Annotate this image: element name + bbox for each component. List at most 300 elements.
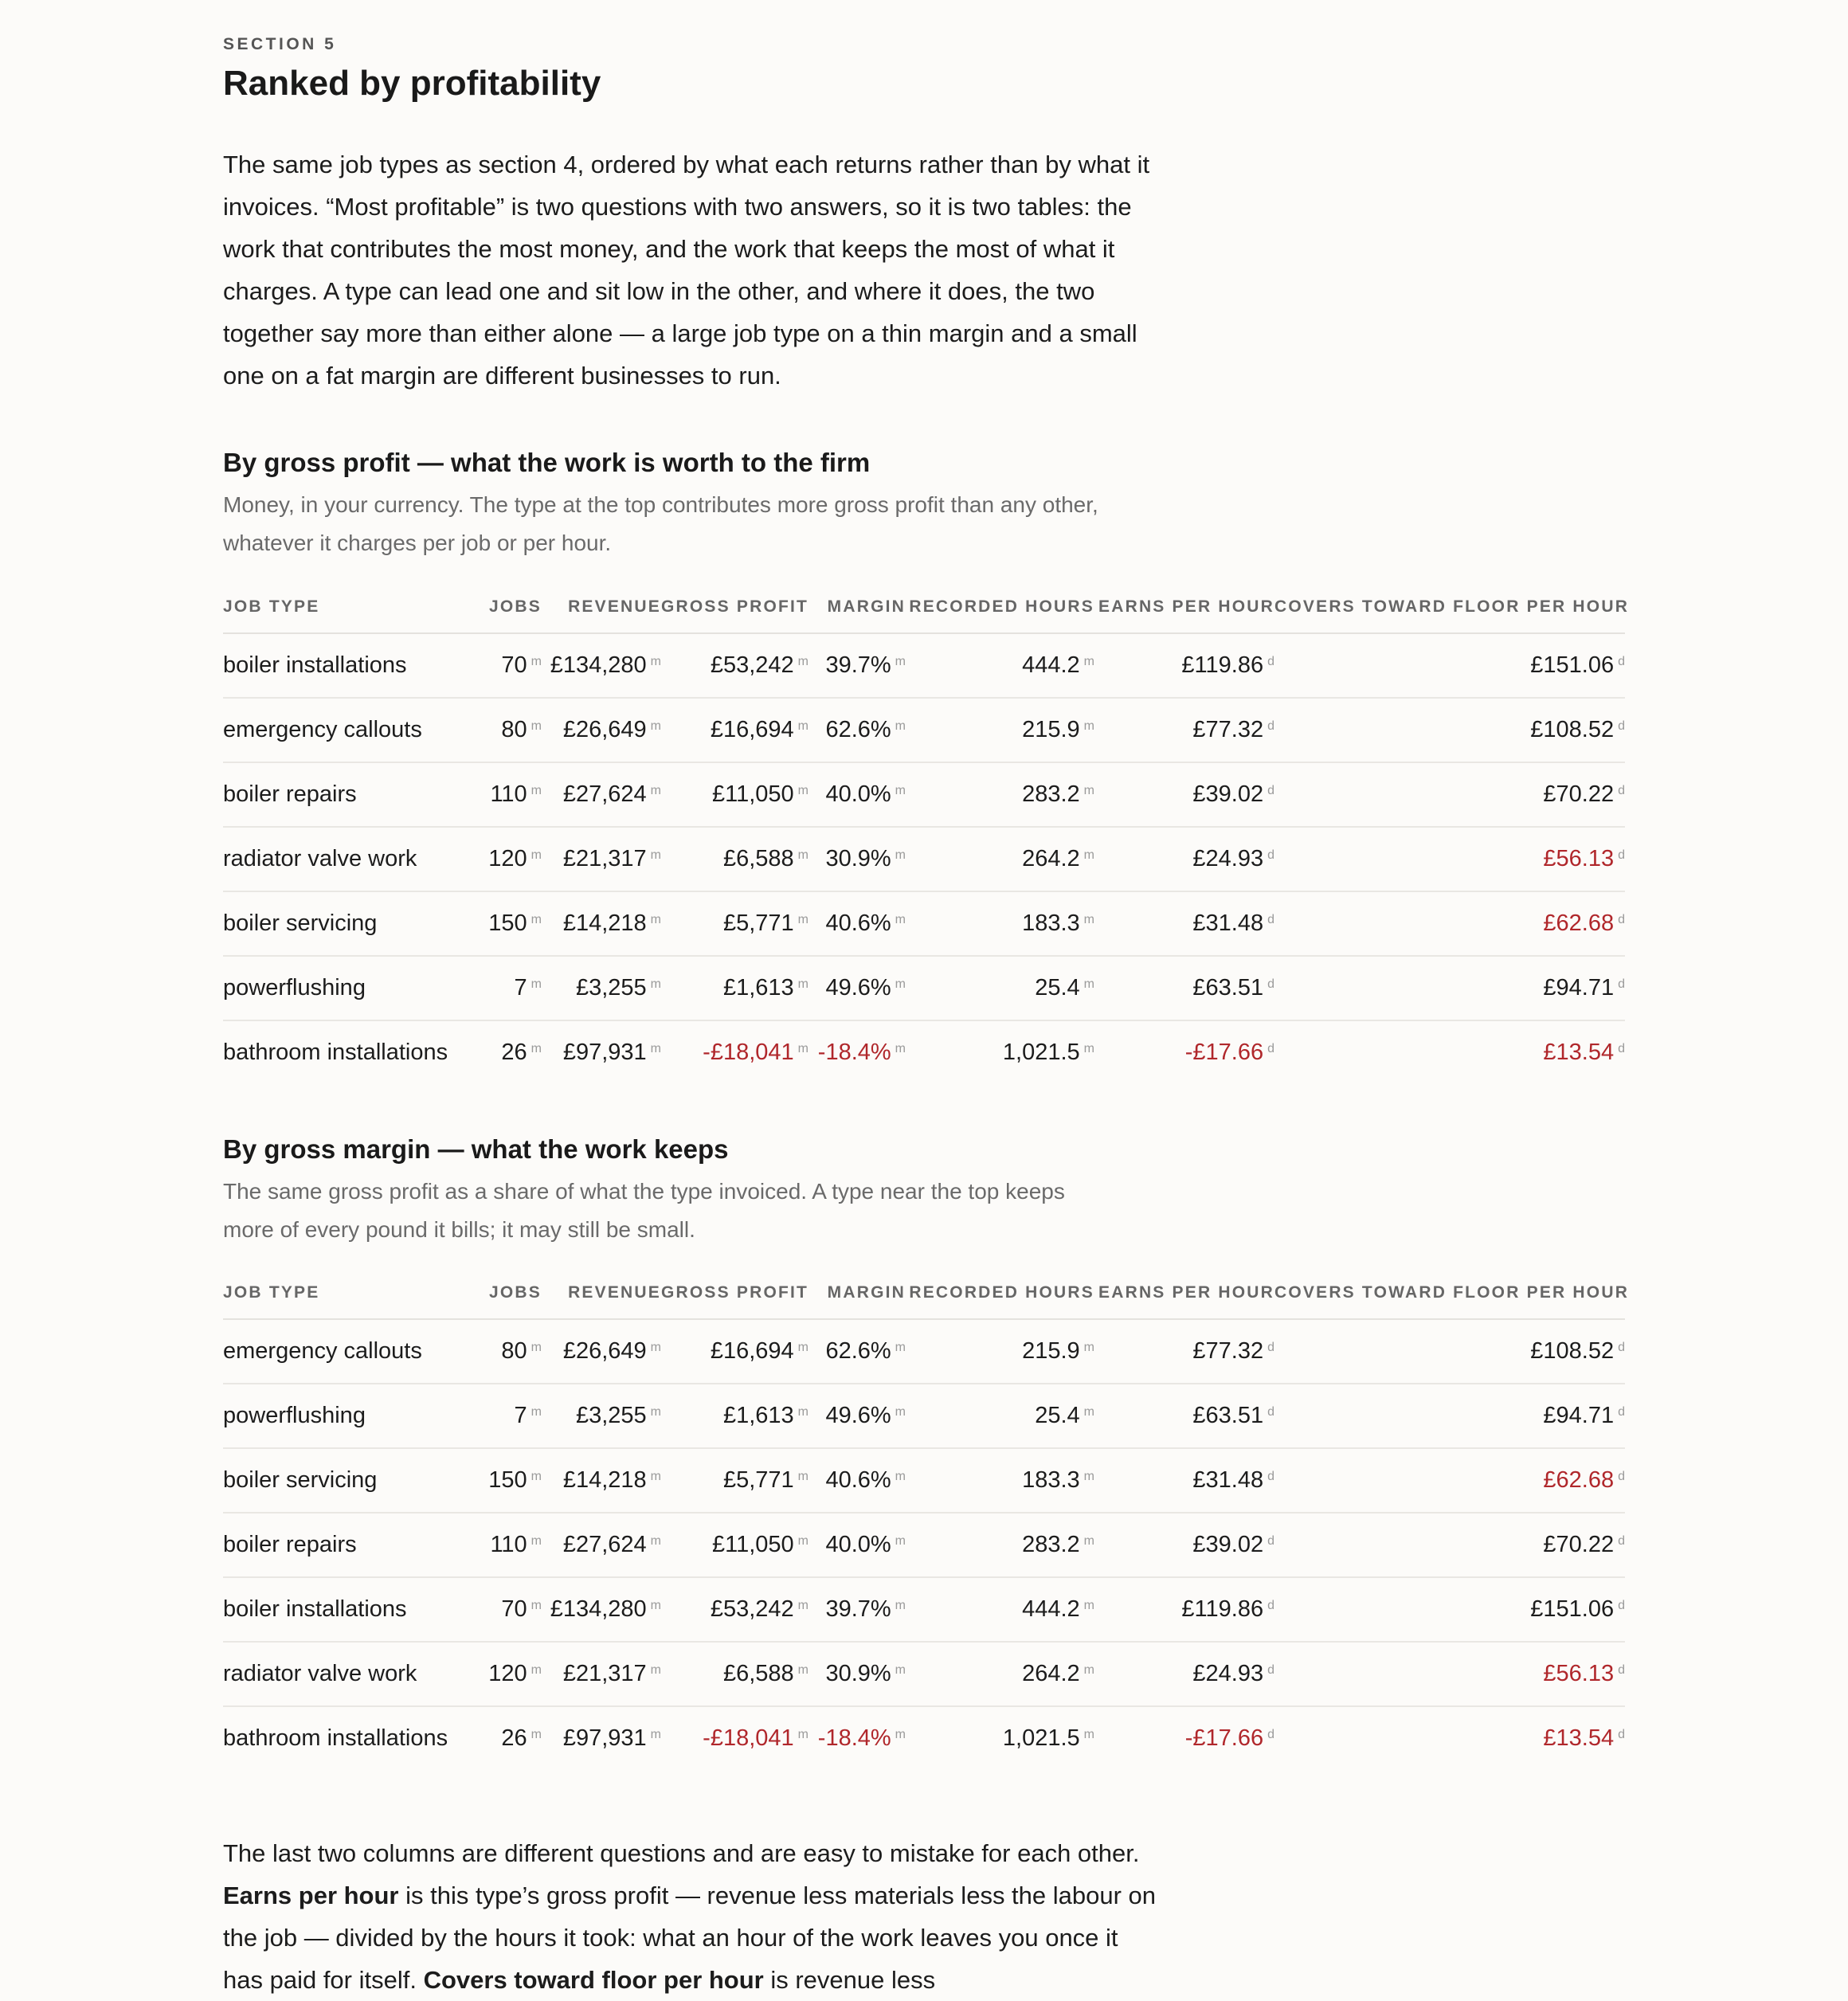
- cell-value: £5,771: [722, 1467, 794, 1493]
- revenue-cell: [542, 698, 661, 762]
- recorded-hours-cell: [906, 762, 1094, 827]
- revenue-cell: [542, 1642, 661, 1706]
- gross-profit-cell: [661, 762, 808, 827]
- recorded-hours-cell: [906, 1319, 1094, 1384]
- measured-mark: m: [531, 655, 542, 668]
- measured-mark: m: [797, 784, 808, 797]
- margin-cell: [808, 1513, 906, 1577]
- cell-value: £62.68: [1543, 910, 1615, 936]
- column-header: JOBS: [470, 582, 542, 633]
- cell-value: £21,317: [562, 846, 647, 871]
- gross-profit-heading: By gross profit — what the work is worth to the firm: [223, 448, 871, 477]
- measured-mark: m: [650, 913, 661, 926]
- cell-value: 183.3: [1022, 910, 1080, 936]
- job-type-cell: [223, 762, 470, 827]
- revenue-cell: [542, 1448, 661, 1513]
- measured-mark: m: [1083, 1663, 1094, 1677]
- revenue-cell: [542, 956, 661, 1020]
- header-row: [223, 582, 1625, 633]
- cell-value: £16,694: [710, 1338, 794, 1364]
- cell-value: £94.71: [1543, 975, 1615, 1000]
- cell-value: £3,255: [575, 1403, 647, 1428]
- jobs-cell: [470, 1577, 542, 1642]
- cell-value: 80: [501, 717, 527, 742]
- measured-mark: m: [531, 848, 542, 862]
- job-type-cell: [223, 1577, 470, 1642]
- cell-value: boiler repairs: [223, 781, 357, 807]
- covers-floor-cell: [1274, 762, 1625, 827]
- cell-value: 444.2: [1022, 652, 1080, 678]
- covers-floor-cell: [1274, 1513, 1625, 1577]
- measured-mark: m: [1083, 784, 1094, 797]
- cell-value: £26,649: [562, 1338, 647, 1364]
- margin-cell: [808, 1020, 906, 1084]
- column-header: COVERS TOWARD FLOOR PER HOUR: [1274, 1267, 1625, 1319]
- cell-value: £77.32: [1192, 1338, 1264, 1364]
- recorded-hours-cell: [906, 1384, 1094, 1448]
- derived-mark: d: [1618, 1341, 1625, 1354]
- cell-value: powerflushing: [223, 975, 366, 1000]
- measured-mark: m: [650, 1534, 661, 1548]
- measured-mark: m: [531, 1599, 542, 1612]
- cell-value: £70.22: [1543, 781, 1615, 807]
- measured-mark: m: [797, 1042, 808, 1055]
- measured-mark: m: [531, 1728, 542, 1741]
- earns-per-hour-cell: [1094, 827, 1274, 891]
- derived-mark: d: [1267, 719, 1274, 733]
- jobs-cell: [470, 1384, 542, 1448]
- measured-mark: m: [797, 1341, 808, 1354]
- covers-floor-cell: [1274, 698, 1625, 762]
- cell-value: £1,613: [722, 975, 794, 1000]
- cell-value: boiler installations: [223, 1596, 407, 1622]
- column-header: JOB TYPE: [223, 582, 470, 633]
- covers-floor-cell: [1274, 1706, 1625, 1770]
- measured-mark: m: [650, 1405, 661, 1419]
- measured-mark: m: [650, 1341, 661, 1354]
- revenue-cell: [542, 891, 661, 956]
- derived-mark: d: [1267, 848, 1274, 862]
- cell-value: £39.02: [1192, 781, 1264, 807]
- jobs-cell: [470, 827, 542, 891]
- measured-mark: m: [531, 977, 542, 991]
- revenue-cell: [542, 1513, 661, 1577]
- gross-profit-cell: [661, 698, 808, 762]
- gross-profit-cell: [661, 1513, 808, 1577]
- gross-margin-heading: By gross margin — what the work keeps: [223, 1134, 729, 1164]
- recorded-hours-cell: [906, 1577, 1094, 1642]
- cell-value: £21,317: [562, 1661, 647, 1686]
- cell-value: £31.48: [1192, 910, 1264, 936]
- derived-mark: d: [1267, 1728, 1274, 1741]
- cell-value: 264.2: [1022, 1661, 1080, 1686]
- jobs-cell: [470, 1642, 542, 1706]
- cell-value: £134,280: [550, 1596, 647, 1622]
- cell-value: £56.13: [1543, 1661, 1615, 1686]
- cell-value: £11,050: [711, 781, 794, 807]
- column-header: GROSS PROFIT: [661, 1267, 808, 1319]
- cell-value: £108.52: [1530, 1338, 1615, 1364]
- cell-value: 40.0%: [825, 1532, 891, 1557]
- measured-mark: m: [797, 719, 808, 733]
- cell-value: 70: [501, 1596, 527, 1622]
- cell-value: 70: [501, 652, 527, 678]
- derived-mark: d: [1618, 1470, 1625, 1483]
- margin-cell: [808, 1642, 906, 1706]
- gross-profit-cell: [661, 1448, 808, 1513]
- cell-value: £63.51: [1192, 1403, 1264, 1428]
- recorded-hours-cell: [906, 1448, 1094, 1513]
- cell-value: £119.86: [1181, 652, 1264, 678]
- jobs-cell: [470, 633, 542, 698]
- cell-value: £39.02: [1192, 1532, 1264, 1557]
- derived-mark: d: [1618, 1728, 1625, 1741]
- table-row: [223, 827, 1625, 891]
- measured-mark: m: [1083, 913, 1094, 926]
- cell-value: -£18,041: [703, 1725, 794, 1751]
- cell-value: 25.4: [1035, 975, 1080, 1000]
- derived-mark: d: [1267, 1405, 1274, 1419]
- cell-value: 62.6%: [825, 1338, 891, 1364]
- cell-value: £31.48: [1192, 1467, 1264, 1493]
- cell-value: 7: [514, 975, 527, 1000]
- cell-value: £119.86: [1181, 1596, 1264, 1622]
- measured-mark: m: [650, 1042, 661, 1055]
- cell-value: emergency callouts: [223, 1338, 422, 1364]
- column-header: MARGIN: [808, 1267, 906, 1319]
- cell-value: £94.71: [1543, 1403, 1615, 1428]
- cell-value: 110: [490, 781, 527, 807]
- margin-cell: [808, 762, 906, 827]
- measured-mark: m: [895, 977, 906, 991]
- measured-mark: m: [1083, 1470, 1094, 1483]
- jobs-cell: [470, 956, 542, 1020]
- cell-value: £77.32: [1192, 717, 1264, 742]
- table-row: [223, 698, 1625, 762]
- recorded-hours-cell: [906, 1706, 1094, 1770]
- cell-value: £26,649: [562, 717, 647, 742]
- column-header: GROSS PROFIT: [661, 582, 808, 633]
- covers-floor-cell: [1274, 1642, 1625, 1706]
- measured-mark: m: [1083, 1341, 1094, 1354]
- jobs-cell: [470, 891, 542, 956]
- column-header: EARNS PER HOUR: [1094, 582, 1274, 633]
- cell-value: 7: [514, 1403, 527, 1428]
- table-row: [223, 1642, 1625, 1706]
- cell-value: £27,624: [562, 781, 647, 807]
- margin-cell: [808, 891, 906, 956]
- cell-value: boiler servicing: [223, 1467, 378, 1493]
- gross-profit-cell: [661, 891, 808, 956]
- derived-mark: d: [1267, 913, 1274, 926]
- cell-value: £3,255: [575, 975, 647, 1000]
- derived-mark: d: [1618, 1599, 1625, 1612]
- header-row: [223, 1267, 1625, 1319]
- cell-value: £108.52: [1530, 717, 1615, 742]
- cell-value: 1,021.5: [1002, 1040, 1080, 1065]
- cell-value: -18.4%: [817, 1725, 891, 1751]
- cell-value: 40.0%: [825, 781, 891, 807]
- derived-mark: d: [1618, 913, 1625, 926]
- cell-value: £13.54: [1543, 1040, 1615, 1065]
- measured-mark: m: [797, 1728, 808, 1741]
- recorded-hours-cell: [906, 891, 1094, 956]
- cell-value: -£17.66: [1184, 1040, 1264, 1065]
- gross-profit-cell: [661, 633, 808, 698]
- covers-floor-cell: [1274, 891, 1625, 956]
- cell-value: boiler repairs: [223, 1532, 357, 1557]
- gross-profit-cell: [661, 1319, 808, 1384]
- jobs-cell: [470, 1706, 542, 1770]
- column-header: EARNS PER HOUR: [1094, 1267, 1274, 1319]
- measured-mark: m: [650, 784, 661, 797]
- recorded-hours-cell: [906, 1513, 1094, 1577]
- cell-value: 283.2: [1022, 781, 1080, 807]
- cell-value: £97,931: [562, 1725, 647, 1751]
- intro-paragraph: The same job types as section 4, ordered by what each returns rather than by what it invoices. “Most profitable” is two questions with two answers, so it is two tables: the work that contributes the most money, and the work that keeps the most of what it charges. A type can lead one and sit low in the other, and where it does, the two together say more than either alone — a large job type on a thin margin and a small one on a fat margin are different businesses to run.: [223, 151, 1150, 390]
- table-row: [223, 956, 1625, 1020]
- covers-floor-cell: [1274, 1448, 1625, 1513]
- gross-profit-cell: [661, 1642, 808, 1706]
- derived-mark: d: [1267, 1042, 1274, 1055]
- measured-mark: m: [895, 1042, 906, 1055]
- measured-mark: m: [531, 1341, 542, 1354]
- gross-profit-cell: [661, 1706, 808, 1770]
- measured-mark: m: [531, 1042, 542, 1055]
- derived-mark: d: [1618, 1534, 1625, 1548]
- derived-mark: d: [1618, 719, 1625, 733]
- measured-mark: m: [797, 1405, 808, 1419]
- column-header: REVENUE: [542, 582, 661, 633]
- derived-mark: d: [1267, 784, 1274, 797]
- cell-value: £14,218: [562, 910, 647, 936]
- revenue-cell: [542, 1319, 661, 1384]
- measured-mark: m: [895, 1470, 906, 1483]
- cell-value: 25.4: [1035, 1403, 1080, 1428]
- measured-mark: m: [531, 1405, 542, 1419]
- measured-mark: m: [531, 719, 542, 733]
- gross-profit-cell: [661, 1020, 808, 1084]
- cell-value: boiler servicing: [223, 910, 378, 936]
- measured-mark: m: [895, 1663, 906, 1677]
- margin-cell: [808, 1577, 906, 1642]
- covers-floor-cell: [1274, 1384, 1625, 1448]
- jobs-cell: [470, 1513, 542, 1577]
- revenue-cell: [542, 762, 661, 827]
- measured-mark: m: [895, 1728, 906, 1741]
- margin-cell: [808, 956, 906, 1020]
- column-header: RECORDED HOURS: [906, 1267, 1094, 1319]
- measured-mark: m: [531, 784, 542, 797]
- cell-value: powerflushing: [223, 1403, 366, 1428]
- earns-per-hour-cell: [1094, 1642, 1274, 1706]
- cell-value: 150: [488, 910, 527, 936]
- revenue-cell: [542, 633, 661, 698]
- cell-value: 120: [488, 846, 527, 871]
- cell-value: -£17.66: [1184, 1725, 1264, 1751]
- job-type-cell: [223, 633, 470, 698]
- table-row: [223, 1020, 1625, 1084]
- job-type-cell: [223, 891, 470, 956]
- recorded-hours-cell: [906, 827, 1094, 891]
- gross-profit-cell: [661, 1577, 808, 1642]
- derived-mark: d: [1267, 1341, 1274, 1354]
- cell-value: boiler installations: [223, 652, 407, 678]
- margin-cell: [808, 1448, 906, 1513]
- cell-value: bathroom installations: [223, 1725, 448, 1751]
- cell-value: 120: [488, 1661, 527, 1686]
- derived-mark: d: [1618, 977, 1625, 991]
- measured-mark: m: [1083, 1534, 1094, 1548]
- cell-value: £151.06: [1530, 652, 1615, 678]
- table-row: [223, 1319, 1625, 1384]
- measured-mark: m: [531, 913, 542, 926]
- earns-per-hour-cell: [1094, 762, 1274, 827]
- margin-cell: [808, 1384, 906, 1448]
- covers-floor-cell: [1274, 1020, 1625, 1084]
- earns-per-hour-cell: [1094, 1384, 1274, 1448]
- measured-mark: m: [1083, 1599, 1094, 1612]
- earns-per-hour-cell: [1094, 1020, 1274, 1084]
- measured-mark: m: [1083, 719, 1094, 733]
- cell-value: 62.6%: [825, 717, 891, 742]
- cell-value: £63.51: [1192, 975, 1264, 1000]
- job-type-cell: [223, 1384, 470, 1448]
- cell-value: £14,218: [562, 1467, 647, 1493]
- cell-value: 150: [488, 1467, 527, 1493]
- cell-value: 264.2: [1022, 846, 1080, 871]
- measured-mark: m: [797, 655, 808, 668]
- cell-value: £1,613: [722, 1403, 794, 1428]
- job-type-cell: [223, 1642, 470, 1706]
- outro-paragraph: [223, 1832, 1163, 2001]
- outro-text-2: is this type’s gross profit — revenue less materials less the labour on the job — divided by the hours it took: what an hour of the work leaves you once it has paid for itself.: [223, 1882, 1157, 1994]
- jobs-cell: [470, 698, 542, 762]
- derived-mark: d: [1267, 1663, 1274, 1677]
- cell-value: radiator valve work: [223, 846, 417, 871]
- cell-value: 444.2: [1022, 1596, 1080, 1622]
- derived-mark: d: [1267, 977, 1274, 991]
- measured-mark: m: [650, 1470, 661, 1483]
- measured-mark: m: [797, 1534, 808, 1548]
- measured-mark: m: [1083, 655, 1094, 668]
- cell-value: £24.93: [1192, 846, 1264, 871]
- derived-mark: d: [1267, 655, 1274, 668]
- measured-mark: m: [895, 1341, 906, 1354]
- column-header: RECORDED HOURS: [906, 582, 1094, 633]
- measured-mark: m: [650, 848, 661, 862]
- margin-cell: [808, 1706, 906, 1770]
- measured-mark: m: [895, 784, 906, 797]
- cell-value: 215.9: [1022, 1338, 1080, 1364]
- column-header: COVERS TOWARD FLOOR PER HOUR: [1274, 582, 1625, 633]
- cell-value: 110: [490, 1532, 527, 1557]
- earns-per-hour-cell: [1094, 1706, 1274, 1770]
- margin-cell: [808, 827, 906, 891]
- derived-mark: d: [1267, 1470, 1274, 1483]
- cell-value: 1,021.5: [1002, 1725, 1080, 1751]
- recorded-hours-cell: [906, 698, 1094, 762]
- measured-mark: m: [797, 1663, 808, 1677]
- measured-mark: m: [531, 1663, 542, 1677]
- cell-value: 26: [501, 1040, 527, 1065]
- derived-mark: d: [1618, 784, 1625, 797]
- cell-value: -18.4%: [817, 1040, 891, 1065]
- cell-value: 183.3: [1022, 1467, 1080, 1493]
- cell-value: 30.9%: [825, 846, 891, 871]
- cell-value: £13.54: [1543, 1725, 1615, 1751]
- outro-term-covers: Covers toward floor per hour: [423, 1966, 764, 1994]
- earns-per-hour-cell: [1094, 1319, 1274, 1384]
- job-type-cell: [223, 827, 470, 891]
- recorded-hours-cell: [906, 1020, 1094, 1084]
- measured-mark: m: [531, 1534, 542, 1548]
- margin-cell: [808, 698, 906, 762]
- covers-floor-cell: [1274, 1319, 1625, 1384]
- earns-per-hour-cell: [1094, 956, 1274, 1020]
- measured-mark: m: [650, 1663, 661, 1677]
- measured-mark: m: [895, 1534, 906, 1548]
- cell-value: £16,694: [710, 717, 794, 742]
- jobs-cell: [470, 1020, 542, 1084]
- cell-value: 49.6%: [825, 1403, 891, 1428]
- revenue-cell: [542, 1384, 661, 1448]
- earns-per-hour-cell: [1094, 698, 1274, 762]
- measured-mark: m: [1083, 848, 1094, 862]
- derived-mark: d: [1267, 1599, 1274, 1612]
- outro-term-earns: Earns per hour: [223, 1882, 399, 1909]
- cell-value: £151.06: [1530, 1596, 1615, 1622]
- jobs-cell: [470, 762, 542, 827]
- table-row: [223, 1513, 1625, 1577]
- cell-value: 26: [501, 1725, 527, 1751]
- cell-value: 215.9: [1022, 717, 1080, 742]
- measured-mark: m: [895, 913, 906, 926]
- gross-margin-table: [223, 1267, 1630, 1770]
- measured-mark: m: [895, 719, 906, 733]
- cell-value: 39.7%: [825, 652, 891, 678]
- measured-mark: m: [650, 655, 661, 668]
- cell-value: £6,588: [722, 846, 794, 871]
- recorded-hours-cell: [906, 1642, 1094, 1706]
- revenue-cell: [542, 1706, 661, 1770]
- earns-per-hour-cell: [1094, 1448, 1274, 1513]
- column-header: JOBS: [470, 1267, 542, 1319]
- column-header: REVENUE: [542, 1267, 661, 1319]
- measured-mark: m: [650, 977, 661, 991]
- revenue-cell: [542, 1577, 661, 1642]
- cell-value: £11,050: [711, 1532, 794, 1557]
- table-row: [223, 633, 1625, 698]
- measured-mark: m: [895, 655, 906, 668]
- measured-mark: m: [895, 848, 906, 862]
- table-row: [223, 1577, 1625, 1642]
- earns-per-hour-cell: [1094, 891, 1274, 956]
- recorded-hours-cell: [906, 956, 1094, 1020]
- job-type-cell: [223, 698, 470, 762]
- measured-mark: m: [1083, 1042, 1094, 1055]
- column-header: MARGIN: [808, 582, 906, 633]
- table-row: [223, 1448, 1625, 1513]
- measured-mark: m: [531, 1470, 542, 1483]
- derived-mark: d: [1618, 655, 1625, 668]
- cell-value: 283.2: [1022, 1532, 1080, 1557]
- cell-value: 40.6%: [825, 910, 891, 936]
- cell-value: bathroom installations: [223, 1040, 448, 1065]
- cell-value: £24.93: [1192, 1661, 1264, 1686]
- derived-mark: d: [1618, 1663, 1625, 1677]
- gross-profit-table: [223, 582, 1630, 1084]
